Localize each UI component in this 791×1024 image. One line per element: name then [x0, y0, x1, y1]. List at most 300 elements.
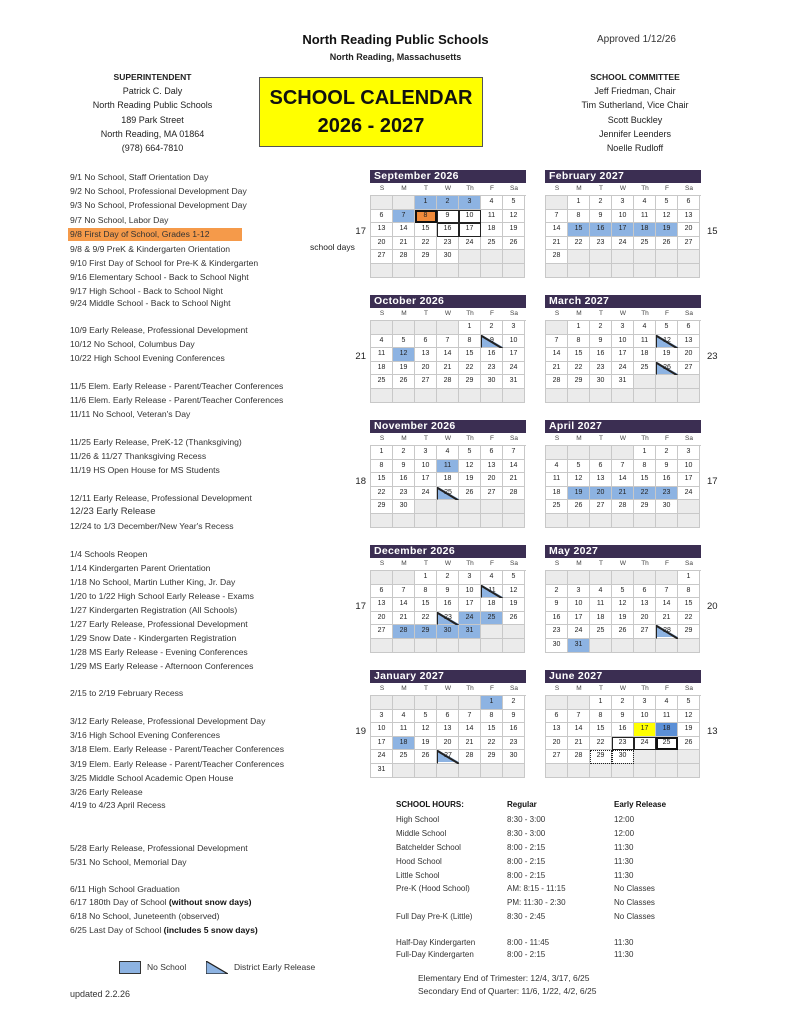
- day-grid: [370, 695, 526, 778]
- count-value: 17: [707, 476, 718, 487]
- day-cell: 25: [546, 500, 568, 514]
- hours-header-early: Early Release: [614, 800, 667, 809]
- banner-years: 2026 - 2027: [317, 115, 425, 137]
- day-cell: 1: [568, 321, 590, 335]
- empty-day-cell: [590, 639, 612, 653]
- empty-day-cell: [503, 639, 525, 653]
- event-text: 6/18 No School, Juneteenth (observed): [70, 911, 220, 921]
- day-cell: 11: [634, 335, 656, 349]
- day-cell: 22: [678, 612, 700, 626]
- school-name: High School: [396, 815, 440, 824]
- school-day-count: [340, 476, 366, 487]
- event-item: [70, 661, 253, 671]
- day-cell: 15: [371, 473, 393, 487]
- empty-day-cell: [656, 639, 678, 653]
- event-item: [70, 506, 156, 517]
- event-text: 11/11 No School, Veteran's Day: [70, 409, 191, 419]
- day-cell: 12: [678, 710, 700, 724]
- day-cell: 26: [568, 500, 590, 514]
- day-cell: 4: [371, 335, 393, 349]
- banner-title: SCHOOL CALENDAR: [269, 87, 473, 109]
- day-cell: 5: [393, 335, 415, 349]
- regular-hours: AM: 8:15 - 11:15: [507, 884, 566, 893]
- count-label: school days: [310, 242, 355, 252]
- day-cell: 30: [612, 750, 634, 764]
- count-value: 23: [707, 351, 718, 362]
- month-calendar: [545, 170, 701, 278]
- school-day-count: [340, 601, 366, 612]
- day-cell: 14: [656, 598, 678, 612]
- day-cell: 31: [459, 625, 481, 639]
- day-cell: 19: [415, 737, 437, 751]
- empty-day-cell: [437, 321, 459, 335]
- weekday-label: M: [576, 185, 582, 192]
- day-cell: 4: [634, 196, 656, 210]
- early-release-day-cell: 11: [481, 585, 503, 599]
- updated-date: updated 2.2.26: [70, 989, 131, 999]
- weekday-label: Sa: [685, 310, 693, 317]
- superintendent-city: North Reading, MA 01864: [100, 128, 205, 139]
- empty-day-cell: [437, 639, 459, 653]
- superintendent-phone: (978) 664-7810: [121, 143, 184, 154]
- empty-day-cell: [634, 389, 656, 403]
- day-cell: 24: [568, 625, 590, 639]
- event-text: 10/9 Early Release, Professional Development: [70, 325, 248, 335]
- event-text: 11/19 HS Open House for MS Students: [70, 465, 220, 475]
- empty-day-cell: [656, 514, 678, 528]
- month-calendar: [370, 670, 526, 778]
- day-cell: 8: [678, 585, 700, 599]
- empty-day-cell: [590, 446, 612, 460]
- day-cell: 2: [481, 321, 503, 335]
- event-item: [70, 381, 283, 391]
- day-cell: 19: [568, 487, 590, 501]
- day-cell: 11: [656, 710, 678, 724]
- empty-day-cell: [656, 250, 678, 264]
- day-cell: 2: [546, 585, 568, 599]
- event-text: 5/28 Early Release, Professional Development: [70, 843, 248, 853]
- day-cell: 26: [393, 375, 415, 389]
- weekday-label: S: [379, 435, 385, 442]
- weekday-label: M: [576, 685, 582, 692]
- day-cell: 13: [590, 473, 612, 487]
- event-text: 5/31 No School, Memorial Day: [70, 857, 187, 867]
- day-cell: 4: [481, 196, 503, 210]
- event-text: 9/8 & 9/9 PreK & Kindergarten Orientation: [70, 244, 231, 254]
- early-release-triangle-icon: [206, 961, 228, 974]
- day-cell: 26: [503, 612, 525, 626]
- day-cell: 26: [503, 237, 525, 251]
- weekday-header: [545, 308, 701, 320]
- day-cell: 15: [678, 598, 700, 612]
- event-item: [70, 688, 183, 698]
- empty-day-cell: [371, 696, 393, 710]
- empty-day-cell: [634, 250, 656, 264]
- month-title: May 2027: [545, 545, 701, 558]
- day-cell: 7: [437, 335, 459, 349]
- day-cell: 23: [656, 487, 678, 501]
- weekday-label: Sa: [510, 310, 518, 317]
- empty-day-cell: [590, 264, 612, 278]
- day-cell: 28: [503, 487, 525, 501]
- day-cell: 13: [678, 210, 700, 224]
- weekday-label: T: [424, 310, 428, 317]
- day-cell: 12: [459, 460, 481, 474]
- day-cell: 6: [481, 446, 503, 460]
- day-cell: 7: [568, 710, 590, 724]
- day-cell: 21: [656, 612, 678, 626]
- event-note-bold: (without snow days): [168, 897, 252, 907]
- weekday-label: Th: [641, 185, 649, 192]
- weekday-label: F: [490, 560, 494, 567]
- weekday-label: Sa: [510, 435, 518, 442]
- day-cell: 12: [503, 585, 525, 599]
- empty-day-cell: [678, 375, 700, 389]
- early-release-time: 11:30: [614, 950, 634, 959]
- count-value: 20: [707, 601, 718, 612]
- day-cell: 27: [481, 487, 503, 501]
- event-item: [70, 521, 234, 531]
- day-cell: 21: [437, 362, 459, 376]
- day-cell: 17: [678, 473, 700, 487]
- day-cell: 12: [393, 348, 415, 362]
- day-cell: 24: [503, 362, 525, 376]
- day-cell: 4: [546, 460, 568, 474]
- quarter-note: Secondary End of Quarter: 11/6, 1/22, 4/2, 6/25: [418, 986, 597, 996]
- empty-day-cell: [568, 264, 590, 278]
- event-text: 1/14 Kindergarten Parent Orientation: [70, 563, 211, 573]
- event-text: 9/7 No School, Labor Day: [70, 215, 169, 225]
- weekday-label: M: [401, 560, 407, 567]
- day-cell: 3: [612, 321, 634, 335]
- day-cell: 12: [568, 473, 590, 487]
- day-cell: 16: [590, 348, 612, 362]
- early-release-time: 12:00: [614, 815, 635, 824]
- day-cell: 20: [634, 612, 656, 626]
- event-text: 9/10 First Day of School for Pre-K & Kindergarten: [70, 258, 259, 268]
- day-cell: 21: [459, 737, 481, 751]
- day-cell: 21: [546, 237, 568, 251]
- empty-day-cell: [612, 250, 634, 264]
- weekday-label: M: [401, 685, 407, 692]
- weekday-label: Th: [466, 685, 474, 692]
- empty-day-cell: [415, 389, 437, 403]
- day-cell: 29: [568, 375, 590, 389]
- day-cell: 18: [656, 723, 678, 737]
- day-cell: 23: [437, 237, 459, 251]
- event-item: [70, 925, 258, 935]
- day-cell: 20: [678, 223, 700, 237]
- day-cell: 25: [634, 237, 656, 251]
- weekday-label: Sa: [510, 185, 518, 192]
- empty-day-cell: [568, 250, 590, 264]
- day-cell: 27: [634, 625, 656, 639]
- day-cell: 10: [371, 723, 393, 737]
- empty-day-cell: [371, 264, 393, 278]
- day-cell: 6: [678, 196, 700, 210]
- day-cell: 13: [371, 598, 393, 612]
- day-cell: 19: [393, 362, 415, 376]
- day-cell: 6: [415, 335, 437, 349]
- day-cell: 20: [371, 237, 393, 251]
- empty-day-cell: [393, 696, 415, 710]
- event-item: [70, 493, 252, 503]
- weekday-label: Th: [641, 435, 649, 442]
- weekday-label: M: [401, 435, 407, 442]
- weekday-label: W: [444, 310, 452, 317]
- day-cell: 31: [371, 764, 393, 778]
- day-cell: 25: [590, 625, 612, 639]
- day-cell: 14: [393, 598, 415, 612]
- day-cell: 26: [459, 487, 481, 501]
- day-cell: 20: [481, 473, 503, 487]
- day-cell: 4: [437, 446, 459, 460]
- day-cell: 20: [546, 737, 568, 751]
- day-cell: 26: [678, 737, 700, 751]
- day-cell: 19: [459, 473, 481, 487]
- day-cell: 20: [590, 487, 612, 501]
- empty-day-cell: [481, 500, 503, 514]
- empty-day-cell: [678, 639, 700, 653]
- day-cell: 3: [503, 321, 525, 335]
- weekday-label: Th: [466, 185, 474, 192]
- day-cell: 20: [371, 612, 393, 626]
- day-cell: 16: [656, 473, 678, 487]
- day-cell: 8: [371, 460, 393, 474]
- day-cell: 28: [459, 750, 481, 764]
- day-cell: 16: [437, 598, 459, 612]
- event-item: [70, 800, 166, 810]
- weekday-label: Sa: [685, 185, 693, 192]
- empty-day-cell: [568, 514, 590, 528]
- empty-day-cell: [656, 375, 678, 389]
- school-day-count: [707, 726, 718, 737]
- weekday-header: [370, 433, 526, 445]
- school-day-count: [340, 351, 366, 362]
- weekday-header: [545, 183, 701, 195]
- event-text: 3/12 Early Release, Professional Development Day: [70, 716, 266, 726]
- event-item: [70, 272, 249, 282]
- day-cell: 19: [503, 223, 525, 237]
- weekday-label: T: [599, 685, 603, 692]
- weekday-label: T: [424, 685, 428, 692]
- trimester-note: Elementary End of Trimester: 12/4, 3/17, 6/25: [418, 973, 590, 983]
- empty-day-cell: [371, 389, 393, 403]
- day-cell: 13: [415, 348, 437, 362]
- event-text: 10/22 High School Evening Conferences: [70, 353, 225, 363]
- weekday-label: W: [619, 685, 627, 692]
- day-cell: 12: [612, 598, 634, 612]
- day-cell: 27: [678, 237, 700, 251]
- day-cell: 22: [568, 237, 590, 251]
- day-cell: 2: [590, 321, 612, 335]
- day-cell: 12: [503, 210, 525, 224]
- empty-day-cell: [481, 264, 503, 278]
- empty-day-cell: [546, 196, 568, 210]
- event-item: [70, 437, 242, 447]
- day-cell: 30: [656, 500, 678, 514]
- empty-day-cell: [546, 389, 568, 403]
- day-cell: 22: [415, 237, 437, 251]
- day-cell: 30: [590, 375, 612, 389]
- superintendent-label: SUPERINTENDENT: [113, 72, 192, 82]
- day-cell: 28: [546, 250, 568, 264]
- empty-day-cell: [459, 639, 481, 653]
- day-cell: 25: [481, 612, 503, 626]
- event-item: [70, 172, 208, 182]
- day-cell: 6: [678, 321, 700, 335]
- day-cell: 7: [393, 585, 415, 599]
- day-cell: 1: [678, 571, 700, 585]
- day-cell: 25: [393, 750, 415, 764]
- day-cell: 5: [459, 446, 481, 460]
- day-cell: 10: [568, 598, 590, 612]
- empty-day-cell: [415, 696, 437, 710]
- weekday-label: F: [490, 685, 494, 692]
- legend-no-school: No School: [147, 962, 187, 972]
- day-cell: 30: [437, 250, 459, 264]
- school-day-count: [340, 726, 366, 737]
- weekday-label: M: [576, 560, 582, 567]
- empty-day-cell: [437, 696, 459, 710]
- day-cell: 24: [459, 237, 481, 251]
- day-cell: 29: [481, 750, 503, 764]
- event-text: 4/19 to 4/23 April Recess: [70, 800, 166, 810]
- event-text: 9/16 Elementary School - Back to School Night: [70, 272, 249, 282]
- empty-day-cell: [415, 764, 437, 778]
- empty-day-cell: [678, 750, 700, 764]
- day-cell: 2: [437, 196, 459, 210]
- month-calendar: [370, 170, 526, 278]
- weekday-header: [545, 558, 701, 570]
- regular-hours: PM: 11:30 - 2:30: [507, 898, 566, 907]
- month-title: November 2026: [370, 420, 526, 433]
- event-text: 9/2 No School, Professional Development Day: [70, 186, 247, 196]
- count-value: 21: [355, 351, 366, 362]
- empty-day-cell: [459, 264, 481, 278]
- day-cell: 21: [568, 737, 590, 751]
- school-day-count: [707, 351, 718, 362]
- day-cell: 31: [503, 375, 525, 389]
- day-cell: 5: [503, 571, 525, 585]
- day-cell: 23: [393, 487, 415, 501]
- weekday-label: W: [444, 685, 452, 692]
- early-release-day-cell: 26: [656, 362, 678, 376]
- weekday-label: S: [554, 685, 560, 692]
- day-cell: 5: [656, 196, 678, 210]
- day-cell: 10: [612, 210, 634, 224]
- empty-day-cell: [656, 264, 678, 278]
- empty-day-cell: [503, 389, 525, 403]
- day-cell: 21: [546, 362, 568, 376]
- empty-day-cell: [546, 571, 568, 585]
- empty-day-cell: [481, 625, 503, 639]
- empty-day-cell: [371, 196, 393, 210]
- school-name: Batchelder School: [396, 843, 461, 852]
- day-cell: 31: [568, 639, 590, 653]
- empty-day-cell: [678, 250, 700, 264]
- early-release-time: No Classes: [614, 898, 655, 907]
- day-cell: 18: [481, 598, 503, 612]
- school-name: Pre-K (Hood School): [396, 884, 470, 893]
- day-cell: 11: [371, 348, 393, 362]
- event-item: [70, 773, 233, 783]
- event-item: [70, 744, 284, 754]
- event-item: [70, 298, 231, 308]
- day-cell: 1: [568, 196, 590, 210]
- count-value: 17: [355, 226, 366, 237]
- day-cell: 17: [503, 348, 525, 362]
- day-cell: 10: [415, 460, 437, 474]
- early-release-day-cell: 27: [437, 750, 459, 764]
- day-cell: 30: [503, 750, 525, 764]
- count-value: 17: [355, 601, 366, 612]
- weekday-header: [370, 308, 526, 320]
- early-release-time: 11:30: [614, 871, 634, 880]
- day-grid: [545, 570, 701, 653]
- month-title: February 2027: [545, 170, 701, 183]
- event-item: [70, 200, 247, 210]
- day-cell: 13: [481, 460, 503, 474]
- district-title: North Reading Public Schools: [302, 32, 489, 47]
- count-value: 18: [355, 476, 366, 487]
- day-cell: 3: [415, 446, 437, 460]
- weekday-label: T: [424, 435, 428, 442]
- empty-day-cell: [678, 764, 700, 778]
- day-cell: 26: [415, 750, 437, 764]
- committee-member: Jeff Friedman, Chair: [594, 86, 676, 97]
- day-cell: 4: [634, 321, 656, 335]
- weekday-label: Th: [466, 435, 474, 442]
- event-text: 3/25 Middle School Academic Open House: [70, 773, 234, 783]
- day-cell: 1: [634, 446, 656, 460]
- event-item: [70, 633, 236, 643]
- empty-day-cell: [590, 764, 612, 778]
- event-text: 10/12 No School, Columbus Day: [70, 339, 195, 349]
- day-cell: 19: [656, 223, 678, 237]
- empty-day-cell: [612, 571, 634, 585]
- empty-day-cell: [415, 500, 437, 514]
- event-text: 1/29 Snow Date - Kindergarten Registration: [70, 633, 237, 643]
- empty-day-cell: [393, 321, 415, 335]
- day-cell: 3: [612, 196, 634, 210]
- empty-day-cell: [393, 571, 415, 585]
- day-cell: 21: [393, 612, 415, 626]
- month-calendar: [370, 420, 526, 528]
- event-text: 6/25 Last Day of School: [70, 925, 164, 935]
- day-cell: 3: [678, 446, 700, 460]
- empty-day-cell: [371, 514, 393, 528]
- day-grid: [545, 445, 701, 528]
- day-cell: 5: [568, 460, 590, 474]
- day-cell: 23: [481, 362, 503, 376]
- day-cell: 28: [612, 500, 634, 514]
- empty-day-cell: [634, 750, 656, 764]
- event-item: [70, 325, 248, 335]
- month-title: June 2027: [545, 670, 701, 683]
- day-cell: 15: [415, 223, 437, 237]
- empty-day-cell: [634, 764, 656, 778]
- empty-day-cell: [503, 764, 525, 778]
- early-release-time: 12:00: [614, 829, 635, 838]
- empty-day-cell: [612, 514, 634, 528]
- empty-day-cell: [634, 571, 656, 585]
- event-text: 9/8 First Day of School, Grades 1-12: [70, 229, 210, 239]
- day-cell: 29: [415, 625, 437, 639]
- day-cell: 17: [568, 612, 590, 626]
- day-cell: 28: [393, 625, 415, 639]
- event-text: 1/29 MS Early Release - Afternoon Conferences: [70, 661, 254, 671]
